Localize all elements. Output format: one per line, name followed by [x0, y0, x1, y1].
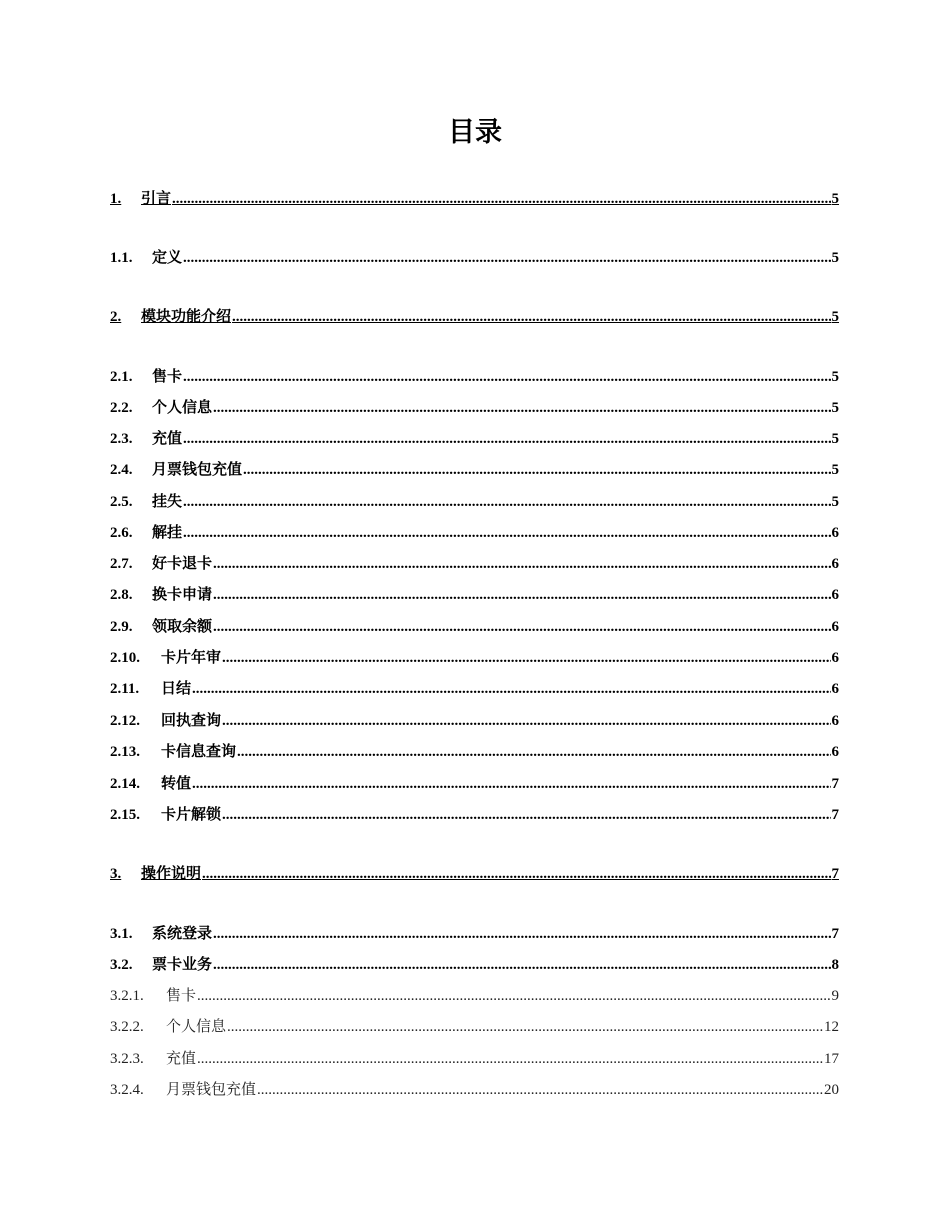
entry-page: 5 [831, 309, 839, 325]
entry-page: 6 [831, 650, 839, 666]
toc-entry[interactable] [110, 803, 839, 824]
entry-title: 票卡业务 [152, 955, 213, 973]
entry-page: 6 [831, 525, 839, 541]
toc-entry[interactable] [110, 552, 839, 573]
entry-title: 引言 [141, 189, 172, 207]
toc-entry[interactable] [110, 615, 839, 636]
entry-title: 个人信息 [152, 398, 213, 416]
leader-dots [222, 713, 830, 730]
entry-page: 20 [824, 1082, 839, 1098]
entry-number: 2.4. [110, 462, 133, 478]
leader-dots [183, 250, 830, 267]
entry-page: 8 [831, 957, 839, 973]
entry-title: 充值 [166, 1049, 197, 1067]
toc-entry[interactable] [110, 1015, 839, 1036]
entry-title: 回执查询 [161, 711, 222, 729]
entry-number: 3.2.1. [110, 988, 144, 1004]
entry-title: 售卡 [152, 367, 183, 385]
page-title: 目录 [448, 117, 502, 148]
entry-number: 2.7. [110, 556, 133, 572]
entry-number: 3.2. [110, 957, 133, 973]
entry-title: 换卡申请 [152, 585, 213, 603]
toc-entry[interactable] [110, 396, 839, 417]
leader-dots [222, 807, 830, 824]
leader-dots [197, 988, 830, 1005]
entry-number: 2.5. [110, 494, 133, 510]
leader-dots [202, 866, 830, 883]
entry-number: 2.8. [110, 587, 133, 603]
leader-dots [232, 309, 830, 326]
leader-dots [183, 525, 830, 542]
entry-title: 领取余额 [152, 617, 213, 635]
leader-dots [183, 494, 830, 511]
entry-number: 2.13. [110, 744, 140, 760]
toc-entry[interactable] [110, 187, 839, 208]
entry-number: 2.15. [110, 807, 140, 823]
toc-entry[interactable] [110, 521, 839, 542]
entry-page: 5 [831, 431, 839, 447]
leader-dots [213, 957, 830, 974]
toc-entry[interactable] [110, 583, 839, 604]
entry-title: 好卡退卡 [152, 554, 213, 572]
entry-title: 卡片年审 [161, 648, 222, 666]
toc-entry[interactable] [110, 490, 839, 511]
entry-number: 3.2.2. [110, 1019, 144, 1035]
entry-page: 6 [831, 619, 839, 635]
leader-dots [243, 462, 830, 479]
toc-entry[interactable] [110, 427, 839, 448]
toc-entry[interactable] [110, 1047, 839, 1068]
toc-entry[interactable] [110, 740, 839, 761]
leader-dots [213, 619, 830, 636]
entry-number: 3.1. [110, 926, 133, 942]
toc-entry[interactable] [110, 365, 839, 386]
entry-number: 3. [110, 866, 122, 882]
entry-number: 2.3. [110, 431, 133, 447]
leader-dots [197, 1051, 823, 1068]
leader-dots [192, 681, 830, 698]
entry-title: 月票钱包充值 [166, 1080, 257, 1098]
entry-number: 2.14. [110, 776, 140, 792]
entry-number: 2.2. [110, 400, 133, 416]
entry-number: 1.1. [110, 250, 133, 266]
entry-page: 6 [831, 744, 839, 760]
entry-page: 6 [831, 681, 839, 697]
leader-dots [237, 744, 830, 761]
entry-page: 6 [831, 713, 839, 729]
entry-page: 17 [824, 1051, 839, 1067]
toc-entry[interactable] [110, 458, 839, 479]
toc-entry[interactable] [110, 862, 839, 883]
entry-page: 6 [831, 587, 839, 603]
entry-number: 2.9. [110, 619, 133, 635]
entry-page: 5 [831, 462, 839, 478]
entry-number: 2.11. [110, 681, 140, 697]
toc-entry[interactable] [110, 246, 839, 267]
leader-dots [213, 587, 830, 604]
entry-page: 6 [831, 556, 839, 572]
entry-number: 1. [110, 191, 122, 207]
leader-dots [222, 650, 830, 667]
entry-number: 2. [110, 309, 122, 325]
leader-dots [257, 1082, 823, 1099]
entry-title: 售卡 [166, 986, 197, 1004]
leader-dots [213, 926, 830, 943]
leader-dots [192, 776, 830, 793]
entry-page: 5 [831, 369, 839, 385]
entry-title: 个人信息 [166, 1017, 227, 1035]
entry-number: 2.1. [110, 369, 133, 385]
leader-dots [227, 1019, 823, 1036]
entry-page: 12 [824, 1019, 839, 1035]
leader-dots [172, 191, 830, 208]
entry-title: 卡片解锁 [161, 805, 222, 823]
entry-title: 模块功能介绍 [141, 307, 232, 325]
entry-page: 5 [831, 400, 839, 416]
entry-number: 3.2.4. [110, 1082, 144, 1098]
toc-entry[interactable] [110, 646, 839, 667]
entry-page: 5 [831, 494, 839, 510]
toc-entry[interactable] [110, 953, 839, 974]
entry-page: 5 [831, 191, 839, 207]
entry-title: 系统登录 [152, 924, 213, 942]
entry-title: 定义 [152, 248, 183, 266]
leader-dots [183, 369, 830, 386]
leader-dots [213, 556, 830, 573]
entry-title: 充值 [152, 429, 183, 447]
entry-number: 2.10. [110, 650, 140, 666]
entry-number: 2.6. [110, 525, 133, 541]
entry-title: 月票钱包充值 [152, 460, 243, 478]
entry-page: 7 [831, 866, 839, 882]
toc-entry[interactable] [110, 984, 839, 1005]
entry-page: 7 [831, 926, 839, 942]
entry-number: 2.12. [110, 713, 140, 729]
toc-entry[interactable] [110, 305, 839, 326]
entry-page: 5 [831, 250, 839, 266]
entry-title: 操作说明 [141, 864, 202, 882]
entry-page: 7 [831, 776, 839, 792]
entry-title: 卡信息查询 [161, 742, 237, 760]
toc-entry[interactable] [110, 772, 839, 793]
entry-title: 挂失 [152, 492, 183, 510]
toc-entry[interactable] [110, 922, 839, 943]
entry-title: 转值 [161, 774, 192, 792]
toc-entry[interactable] [110, 1078, 839, 1099]
entry-title: 解挂 [152, 523, 183, 541]
entry-page: 9 [831, 988, 839, 1004]
leader-dots [213, 400, 830, 417]
toc-entry[interactable] [110, 677, 839, 698]
entry-title: 日结 [161, 679, 192, 697]
toc-entry[interactable] [110, 709, 839, 730]
entry-page: 7 [831, 807, 839, 823]
leader-dots [183, 431, 830, 448]
entry-number: 3.2.3. [110, 1051, 144, 1067]
